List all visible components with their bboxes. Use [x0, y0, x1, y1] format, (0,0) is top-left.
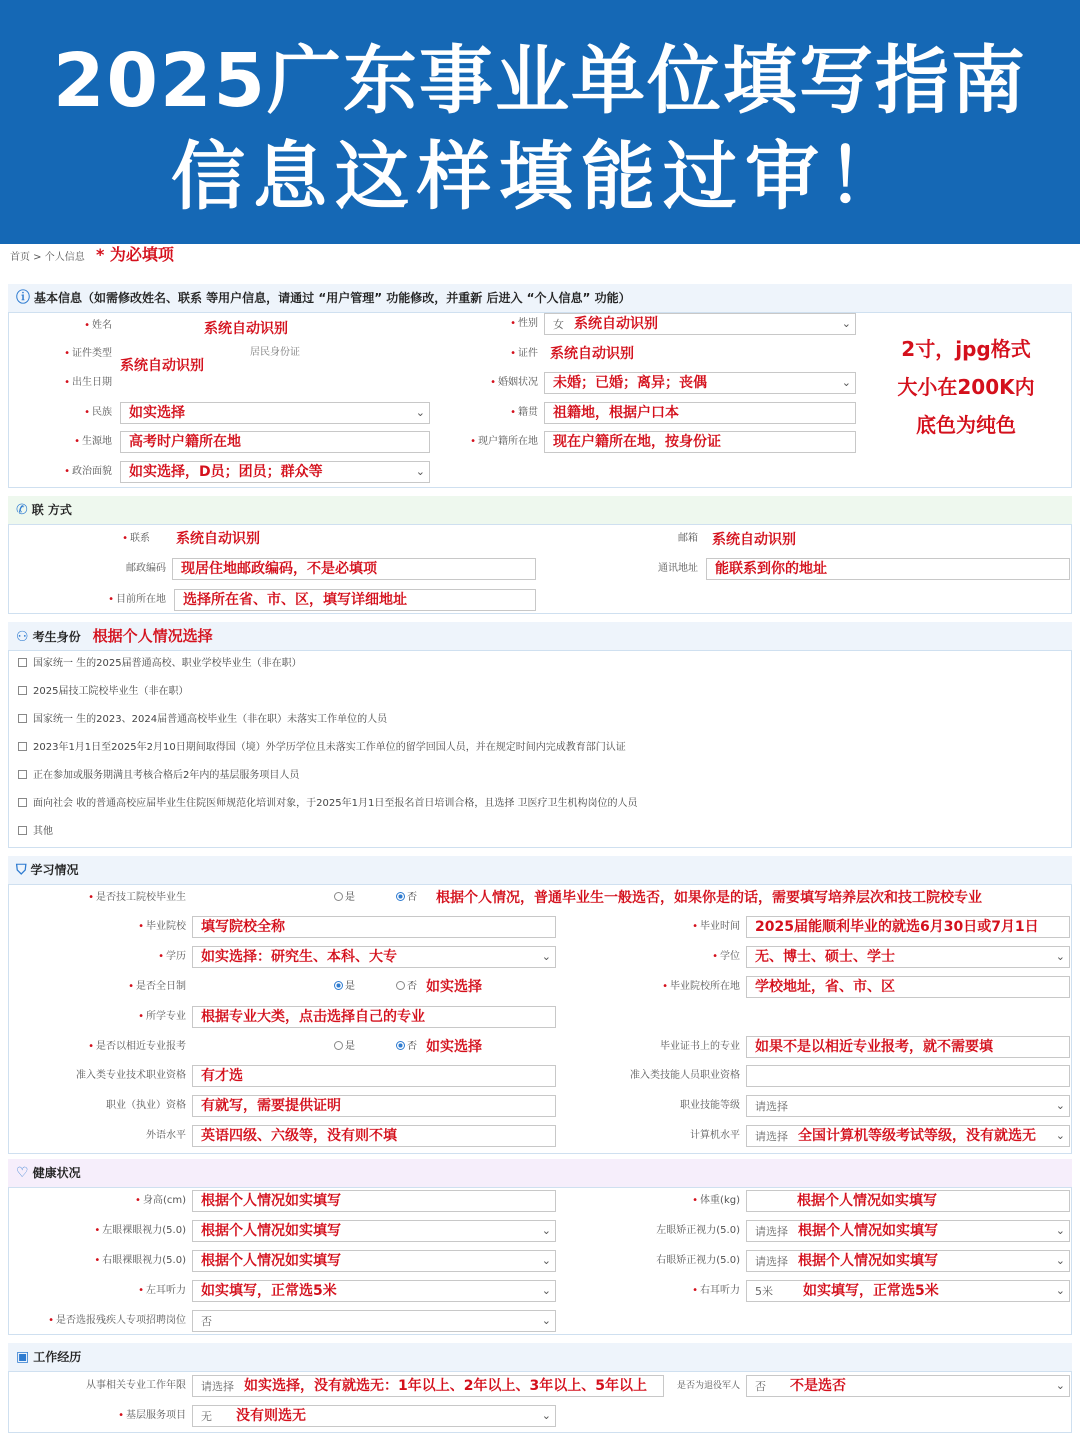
birth-label: • 出生日期: [64, 377, 112, 388]
email-value: 系统自动识别: [712, 532, 796, 548]
identity-option[interactable]: 国家统一 生的2023、2024届普通高校毕业生（非在职）未落实工作单位的人员: [18, 706, 387, 734]
tech-qualification-input[interactable]: 有才选: [192, 1065, 556, 1087]
veteran-select[interactable]: 否 不是选否 ⌄: [746, 1375, 1070, 1397]
chevron-down-icon: ⌄: [1055, 1254, 1065, 1267]
chevron-down-icon: ⌄: [541, 1254, 551, 1267]
political-label: • 政治面貌: [64, 466, 112, 477]
work-title: 工作经历: [33, 1350, 82, 1364]
zip-label: 邮政编码: [126, 563, 166, 574]
skill-qualification-label: 准入类技能人员职业资格: [630, 1070, 740, 1081]
language-input[interactable]: 英语四级、六级等，没有则不填: [192, 1125, 556, 1147]
name-label: • 姓名: [84, 320, 112, 331]
marital-select[interactable]: 未婚；已婚；离异；丧偶 ⌄: [544, 372, 856, 394]
practice-qualification-input[interactable]: 有就写，需要提供证明: [192, 1095, 556, 1117]
banner-subtitle: 信息这样填能过审！: [171, 134, 909, 220]
chevron-down-icon: ⌄: [1055, 1284, 1065, 1297]
checkbox[interactable]: [18, 742, 27, 751]
checkbox[interactable]: [18, 714, 27, 723]
education-select[interactable]: 如实选择：研究生、本科、大专 ⌄: [192, 946, 556, 968]
chevron-down-icon: ⌄: [1055, 950, 1065, 963]
similar-no-radio[interactable]: 否: [396, 1033, 417, 1061]
graduation-cap-icon: ⛉: [16, 862, 27, 878]
ethnic-select[interactable]: 如实选择 ⌄: [120, 402, 430, 424]
study-title: 学习情况: [30, 863, 79, 877]
full-time-no-radio[interactable]: 否: [396, 973, 417, 1001]
chevron-down-icon: ⌄: [841, 317, 851, 330]
chevron-down-icon: ⌄: [541, 1224, 551, 1237]
right-corrected-vision-select[interactable]: 请选择 根据个人情况如实填写 ⌄: [746, 1250, 1070, 1272]
work-years-select[interactable]: 请选择 如实选择，没有就选无：1年以上、2年以上、3年以上、5年以上: [192, 1375, 664, 1397]
chevron-down-icon: ⌄: [1055, 1129, 1065, 1142]
origin-label: • 生源地: [74, 436, 112, 447]
photo-note-1: 2寸，jpg格式: [901, 337, 1031, 361]
checkbox[interactable]: [18, 770, 27, 779]
similar-major-label: • 是否以相近专业报考: [88, 1041, 186, 1052]
computer-select[interactable]: 请选择 全国计算机等级考试等级，没有就选无 ⌄: [746, 1125, 1070, 1147]
identity-option[interactable]: 正在参加或服务期满且考核合格后2年内的基层服务项目人员: [18, 762, 299, 790]
degree-label: • 学位: [712, 951, 740, 962]
identity-header: [8, 622, 1072, 650]
tech-yes-radio[interactable]: 是: [334, 884, 355, 912]
address-label: 通讯地址: [658, 563, 698, 574]
heart-icon: ♡: [16, 1165, 29, 1181]
grad-time-label: • 毕业时间: [692, 921, 740, 932]
tech-qualification-label: 准入类专业技术职业资格: [76, 1070, 186, 1081]
checkbox[interactable]: [18, 658, 27, 667]
work-years-label: 从事相关专业工作年限: [86, 1380, 186, 1391]
identity-note: 根据个人情况选择: [92, 627, 213, 645]
height-label: • 身高(cm): [135, 1195, 186, 1206]
title-banner: [0, 0, 1080, 244]
skill-qualification-input[interactable]: [746, 1065, 1070, 1087]
cert-major-label: 毕业证书上的专业: [660, 1041, 740, 1052]
tech-no-radio[interactable]: 否: [396, 884, 417, 912]
idtype-label: • 证件类型: [64, 348, 112, 359]
hukou-label: • 现户籍所在地: [470, 436, 538, 447]
identity-option[interactable]: 其他: [18, 818, 53, 846]
major-input[interactable]: 根据专业大类，点击选择自己的专业: [192, 1006, 556, 1028]
school-label: • 毕业院校: [138, 921, 186, 932]
idtype-small: 居民身份证: [250, 347, 300, 358]
practice-qualification-label: 职业（执业）资格: [106, 1100, 186, 1111]
left-corrected-vision-label: 左眼矫正视力(5.0): [656, 1225, 740, 1236]
hukou-input[interactable]: 现在户籍所在地，按身份证: [544, 431, 856, 453]
breadcrumb-path[interactable]: 首页 > 个人信息: [10, 252, 85, 263]
marital-label: • 婚姻状况: [490, 377, 538, 388]
chevron-down-icon: ⌄: [1055, 1379, 1065, 1392]
info-icon: ⓘ: [16, 290, 30, 306]
health-header: [8, 1159, 1072, 1187]
checkbox[interactable]: [18, 826, 27, 835]
education-label: • 学历: [158, 951, 186, 962]
phone-label: • 联系: [122, 533, 150, 544]
identity-option[interactable]: 面向社会 收的普通高校应届毕业生住院医师规范化培训对象，于2025年1月1日至报名首日培训合格，且选择 卫医疗卫生机构岗位的人员: [18, 790, 638, 818]
cert-major-input[interactable]: 如果不是以相近专业报考，就不需要填: [746, 1036, 1070, 1058]
basic-info-title: 基本信息（如需修改姓名、联系 等用户信息，请通过 “用户管理” 功能修改，并重新 后进入 “个人信息” 功能）: [34, 291, 631, 305]
native-label: • 籍贯: [510, 407, 538, 418]
tech-school-note: 根据个人情况，普通毕业生一般选否，如果你是的话，需要填写培养层次和技工院校专业: [436, 890, 982, 906]
weight-input[interactable]: 根据个人情况如实填写: [746, 1190, 1070, 1212]
health-title: 健康状况: [32, 1166, 81, 1180]
chevron-down-icon: ⌄: [1055, 1099, 1065, 1112]
chevron-down-icon: ⌄: [415, 465, 425, 478]
school-location-label: • 毕业院校所在地: [662, 981, 740, 992]
current-location-input[interactable]: 选择所在省、市、区，填写详细地址: [174, 589, 536, 611]
chevron-down-icon: ⌄: [841, 376, 851, 389]
photo-upload-area[interactable]: [862, 312, 1070, 482]
school-location-input[interactable]: 学校地址，省、市、区: [746, 976, 1070, 998]
right-corrected-vision-label: 右眼矫正视力(5.0): [656, 1255, 740, 1266]
chevron-down-icon: ⌄: [415, 406, 425, 419]
banner-title: 2025广东事业单位填写指南: [53, 38, 1027, 124]
disabled-post-select[interactable]: 否 ⌄: [192, 1310, 556, 1332]
identity-title: 考生身份: [32, 630, 81, 644]
contact-title: 联 方式: [31, 503, 72, 517]
email-label: 邮箱: [678, 533, 698, 544]
political-select[interactable]: 如实选择，D员；团员；群众等 ⌄: [120, 461, 430, 483]
skill-level-label: 职业技能等级: [680, 1100, 740, 1111]
checkbox[interactable]: [18, 686, 27, 695]
veteran-label: 是否为退役军人: [676, 1381, 740, 1391]
gender-select[interactable]: 女 系统自动识别 ⌄: [544, 313, 856, 335]
briefcase-icon: ▣: [16, 1349, 30, 1365]
required-note: * 为必填项: [95, 245, 174, 264]
photo-note-2: 大小在200K内: [897, 375, 1035, 399]
chevron-down-icon: ⌄: [1055, 1224, 1065, 1237]
right-ear-select[interactable]: 5米 如实填写，正常选5米 ⌄: [746, 1280, 1070, 1302]
phone-icon: ✆: [16, 502, 28, 518]
right-naked-vision-select[interactable]: 根据个人情况如实填写 ⌄: [192, 1250, 556, 1272]
breadcrumb: [10, 244, 174, 266]
current-location-label: • 目前所在地: [108, 594, 166, 605]
photo-note-3: 底色为纯色: [916, 413, 1016, 437]
school-input[interactable]: 填写院校全称: [192, 916, 556, 938]
name-value: 系统自动识别: [204, 321, 288, 337]
chevron-down-icon: ⌄: [541, 1409, 551, 1422]
native-input[interactable]: 祖籍地，根据户口本: [544, 402, 856, 424]
disabled-post-label: • 是否选报残疾人专项招聘岗位: [48, 1315, 186, 1326]
ethnic-label: • 民族: [84, 407, 112, 418]
grad-time-input[interactable]: 2025届能顺利毕业的就选6月30日或7月1日: [746, 916, 1070, 938]
language-label: 外语水平: [146, 1130, 186, 1141]
work-header: [8, 1343, 1072, 1371]
gender-label: • 性别: [510, 318, 538, 329]
right-ear-label: • 右耳听力: [692, 1285, 740, 1296]
basic-info-header: [8, 284, 1072, 312]
full-time-note: 如实选择: [426, 979, 482, 995]
major-label: • 所学专业: [138, 1011, 186, 1022]
identity-option[interactable]: 国家统一 生的2025届普通高校、职业学校毕业生（非在职）: [18, 650, 302, 678]
height-input[interactable]: 根据个人情况如实填写: [192, 1190, 556, 1212]
identity-option[interactable]: 2025届技工院校毕业生（非在职）: [18, 678, 188, 706]
idno-value: 系统自动识别: [550, 346, 634, 362]
idtype-value: 系统自动识别: [120, 358, 204, 374]
study-header: [8, 856, 1072, 884]
idno-label: • 证件: [510, 348, 538, 359]
phone-value: 系统自动识别: [176, 531, 260, 547]
grassroots-label: • 基层服务项目: [118, 1410, 186, 1421]
left-naked-vision-label: • 左眼裸眼视力(5.0): [94, 1225, 186, 1236]
right-naked-vision-label: • 右眼裸眼视力(5.0): [94, 1255, 186, 1266]
contact-header: [8, 496, 1072, 524]
origin-input[interactable]: 高考时户籍所在地: [120, 431, 430, 453]
left-ear-select[interactable]: 如实填写，正常选5米 ⌄: [192, 1280, 556, 1302]
degree-select[interactable]: 无、博士、硕士、学士 ⌄: [746, 946, 1070, 968]
computer-label: 计算机水平: [690, 1130, 740, 1141]
similar-yes-radio[interactable]: 是: [334, 1033, 355, 1061]
grassroots-select[interactable]: 无 没有则选无 ⌄: [192, 1405, 556, 1427]
address-input[interactable]: 能联系到你的地址: [706, 558, 1070, 580]
user-icon: ⚇: [16, 629, 29, 645]
similar-major-note: 如实选择: [426, 1039, 482, 1055]
checkbox[interactable]: [18, 798, 27, 807]
left-naked-vision-select[interactable]: 根据个人情况如实填写 ⌄: [192, 1220, 556, 1242]
identity-option[interactable]: 2023年1月1日至2025年2月10日期间取得国（境）外学历学位且未落实工作单位的留学回国人员，并在规定时间内完成教育部门认证: [18, 734, 626, 762]
skill-level-select[interactable]: 请选择 ⌄: [746, 1095, 1070, 1117]
chevron-down-icon: ⌄: [541, 1284, 551, 1297]
tech-school-label: • 是否技工院校毕业生: [88, 892, 186, 903]
zip-input[interactable]: 现居住地邮政编码，不是必填项: [172, 558, 536, 580]
chevron-down-icon: ⌄: [541, 950, 551, 963]
weight-label: • 体重(kg): [692, 1195, 740, 1206]
left-corrected-vision-select[interactable]: 请选择 根据个人情况如实填写 ⌄: [746, 1220, 1070, 1242]
chevron-down-icon: ⌄: [541, 1314, 551, 1327]
left-ear-label: • 左耳听力: [138, 1285, 186, 1296]
full-time-label: • 是否全日制: [128, 981, 186, 992]
full-time-yes-radio[interactable]: 是: [334, 973, 355, 1001]
